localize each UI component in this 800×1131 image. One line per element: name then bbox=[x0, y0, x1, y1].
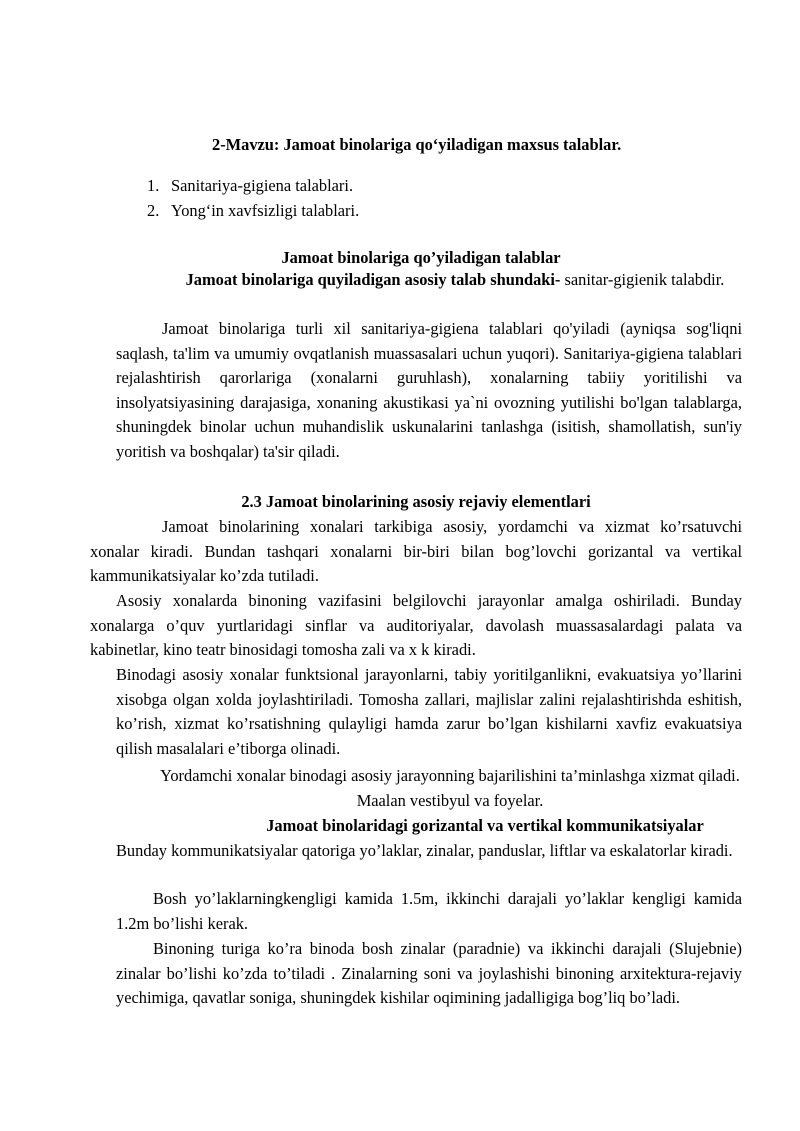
subheading-text: sanitar-gigienik talabdir. bbox=[560, 270, 725, 289]
paragraph: Bosh yo’laklarningkengligi kamida 1.5m, ikkinchi darajali yo’laklar kengligi kamida 1.2m bo’lishi kerak. bbox=[116, 889, 742, 933]
list-item-text: Sanitariya-gigiena talablari. bbox=[171, 176, 354, 195]
list-item-text: Yong‘in xavfsizligi talablari. bbox=[171, 200, 360, 220]
paragraph: Asosiy xonalarda binoning vazifasini belgilovchi jarayonlar amalga oshiriladi. Bunday xonalarga o’quv yurtlaridagi sinflar va auditoriyalar, davolash muassasalardagi palata va kabinetlar, kino teatr binosidagi tomosha zali va x k kiradi. bbox=[90, 591, 742, 659]
paragraph: Binodagi asosiy xonalar funktsional jarayonlarni, tabiy yoritilganlikni, evakuatsiya yo’llarini xisobga olgan xolda joylashtiriladi. Tomosha zallari, majlislar zalini rejalashtirishda eshitish, ko’rish, xizmat ko’rsatishning qulayligi hamda zarur bo’lgan kishilarni xavfiz evakuatsiya qilish masalalari e’tiborga olinadi. bbox=[116, 665, 742, 758]
subheading-bold-text: Jamoat binolariga quyiladigan asosiy talab shundaki- bbox=[185, 270, 561, 289]
list-item bbox=[147, 199, 647, 224]
list-item-number: 2. bbox=[147, 200, 160, 220]
page-title: 2-Mavzu: Jamoat binolariga qo‘yiladigan maxsus talablar. bbox=[212, 135, 622, 154]
list-item bbox=[147, 174, 647, 199]
paragraph: Yordamchi xonalar binodagi asosiy jarayonning bajarilishini ta’minlashga xizmat qiladi. Maalan vestibyul va foyelar. bbox=[160, 766, 740, 810]
paragraph: Bunday kommunikatsiyalar qatoriga yo’laklar, zinalar, panduslar, liftlar va eskalatorlar kiradi. bbox=[116, 841, 733, 860]
paragraph: Binoning turiga ko’ra binoda bosh zinalar (paradnie) va ikkinchi darajali (Slujebnie) zinalar bo’lishi ko’zda to’tiladi . Zinalarning soni va joylashishi binoning arxitektura-rejaviy yechimiga, qavatlar soniga, shuningdek kishilar oqimining jadalligiga bog’liq bo’ladi. bbox=[116, 939, 742, 1007]
requirements-list bbox=[147, 174, 647, 223]
list-item-number: 1. bbox=[147, 176, 160, 195]
paragraph: Jamoat binolariga turli xil sanitariya-gigiena talablari qo'yiladi (ayniqsa sog'liqni saqlash, ta'lim va umumiy ovqatlanish muassasalari uchun yuqori). Sanitariya-gigiena talablari rejalashtirish qarorlariga (xonalarni guruhlash), xonalarning tabiiy yoritilishi va insolyatsiyasining darajasiga, xonaning akustikasi ya`ni ovozning yutilishi bo'lgan talablarga, shuningdek binolar uchun muhandislik uskunalarini tanlashga (isitish, shamollatish, sun'iy yoritish va boshqalar) ta'sir qiladi. bbox=[116, 319, 742, 461]
section-subheading bbox=[160, 268, 750, 293]
section-heading: Jamoat binolaridagi gorizantal va vertikal kommunikatsiyalar bbox=[266, 816, 704, 835]
paragraph: Jamoat binolarining xonalari tarkibiga asosiy, yordamchi va xizmat ko’rsatuvchi xonalar kiradi. Bundan tashqari xonalarni bir-biri bilan bog’lovchi gorizantal va vertikal kammunikatsiyalar ko’zda tutiladi. bbox=[90, 517, 742, 585]
section-heading: 2.3 Jamoat binolarining asosiy rejaviy elementlari bbox=[241, 492, 591, 511]
section-heading: Jamoat binolariga qo’yiladigan talablar bbox=[281, 248, 561, 267]
